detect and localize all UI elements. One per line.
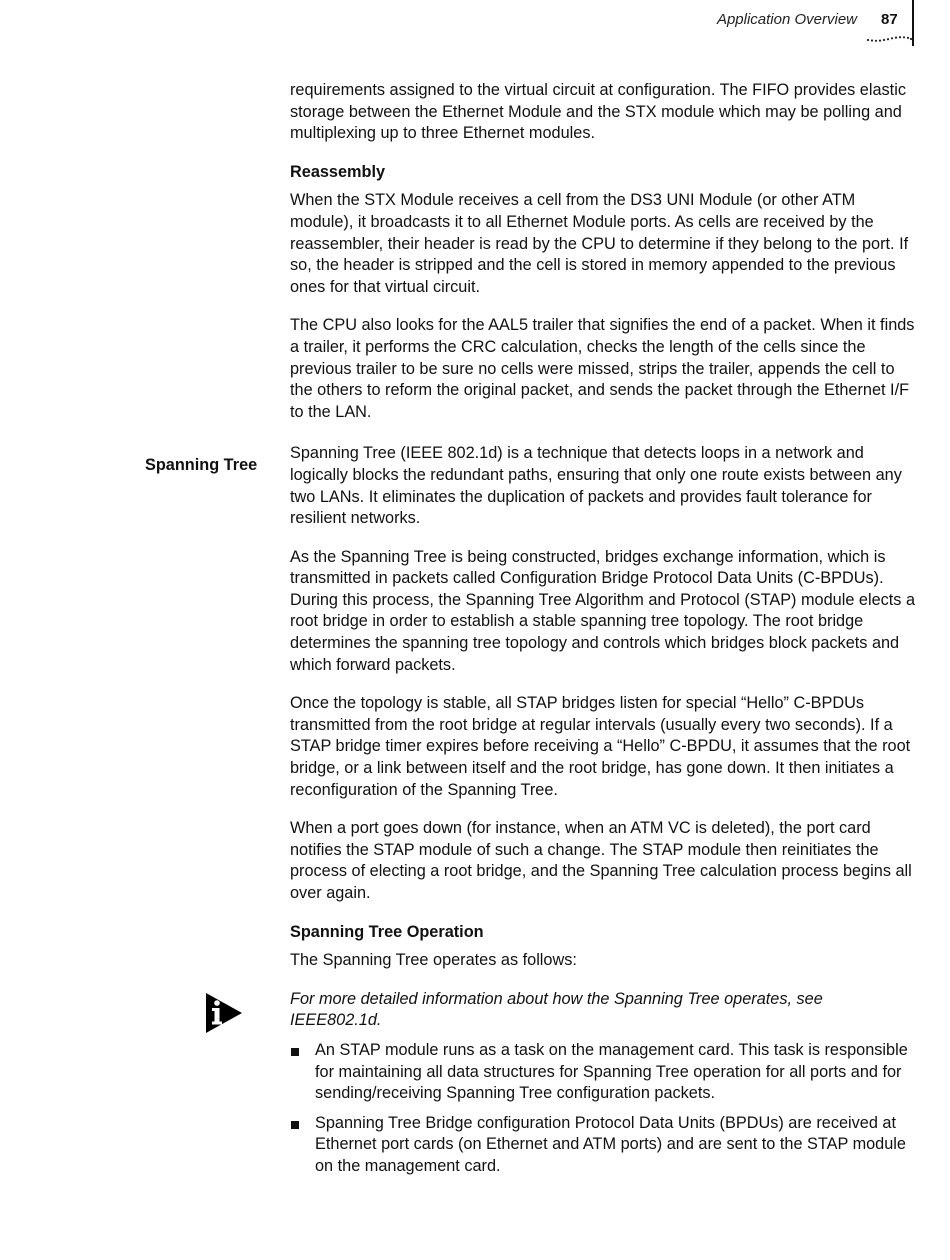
info-note-text: For more detailed information about how the Spanning Tree operates, see IEEE802.1d.: [290, 989, 823, 1030]
subheading-spanning-tree-operation: Spanning Tree Operation: [290, 922, 484, 941]
reassembly-paragraph-1: When the STX Module receives a cell from the DS3 UNI Module (or other ATM module), it broadcasts it to all Ethernet Module ports. As cells are received by the reassembler, their header is read by the CPU to determine if they belong to the port. If so, the header is stripped and the cell is stored in memory appended to the previous ones for that virtual circuit.: [290, 191, 909, 296]
spanning-tree-paragraph-1: Spanning Tree (IEEE 802.1d) is a technique that detects loops in a network and logically blocks the redundant paths, ensuring that only one route exists between any two LANs. It eliminates the duplication of packets and provides fault tolerance for resilient networks.: [290, 444, 902, 528]
section-heading-spanning-tree: Spanning Tree: [145, 456, 258, 474]
subheading-reassembly: Reassembly: [290, 162, 386, 181]
bullet-square-icon: [291, 1121, 299, 1129]
spanning-tree-paragraph-4: When a port goes down (for instance, when an ATM VC is deleted), the port card notifies the STAP module of such a change. The STAP module then reinitiates the process of electing a root bridge, and the Spanning Tree calculation process begins all over again.: [290, 819, 912, 902]
reassembly-paragraph-2: The CPU also looks for the AAL5 trailer that signifies the end of a packet. When it finds a trailer, it performs the CRC calculation, checks the length of the cells since the previous trailer to be sure no cells were missed, strips the trailer, appends the cell to the others to reform the original packet, and sends the packet through the Ethernet I/F to the LAN.: [290, 316, 915, 421]
main-content: [290, 80, 918, 1186]
info-note: [290, 989, 918, 1032]
list-item: [290, 1113, 918, 1178]
page-number: 87: [881, 11, 898, 28]
operation-intro: The Spanning Tree operates as follows:: [290, 951, 577, 970]
intro-paragraph: requirements assigned to the virtual circuit at configuration. The FIFO provides elastic storage between the Ethernet Module and the STX module which may be polling and multiplexing up to three Ethernet modules.: [290, 81, 906, 143]
list-item-text: Spanning Tree Bridge configuration Protocol Data Units (BPDUs) are received at Ethernet port cards (on Ethernet and ATM ports) and are sent to the STAP module on the management card.: [315, 1113, 906, 1175]
header-dotted-curve-icon: [866, 30, 914, 44]
operation-bullet-list: [290, 1040, 918, 1178]
list-item: [290, 1040, 918, 1105]
spanning-tree-paragraph-2: As the Spanning Tree is being constructed, bridges exchange information, which is transmitted in packets called Configuration Bridge Protocol Data Units (C-BPDUs). During this process, the Spanning Tree Algorithm and Protocol (STAP) module elects a root bridge in order to establish a stable spanning tree topology. The root bridge determines the spanning tree topology and controls which bridges block packets and which forward packets.: [290, 547, 916, 674]
running-header-title: Application Overview: [716, 11, 857, 28]
list-item-text: An STAP module runs as a task on the management card. This task is responsible for maintaining all data structures for Spanning Tree operation for all ports and for sending/receiving Spanning Tree configuration packets.: [315, 1040, 908, 1103]
page-header: [0, 0, 950, 48]
bullet-square-icon: [291, 1048, 299, 1056]
info-icon: [206, 993, 246, 1033]
spanning-tree-paragraph-3: Once the topology is stable, all STAP bridges listen for special “Hello” C-BPDUs transmitted from the root bridge at regular intervals (usually every two seconds). If a STAP bridge timer expires before receiving a “Hello” C-BPDU, it assumes that the root bridge, or a link between itself and the root bridge, has gone down. It then initiates a reconfiguration of the Spanning Tree.: [290, 694, 911, 799]
